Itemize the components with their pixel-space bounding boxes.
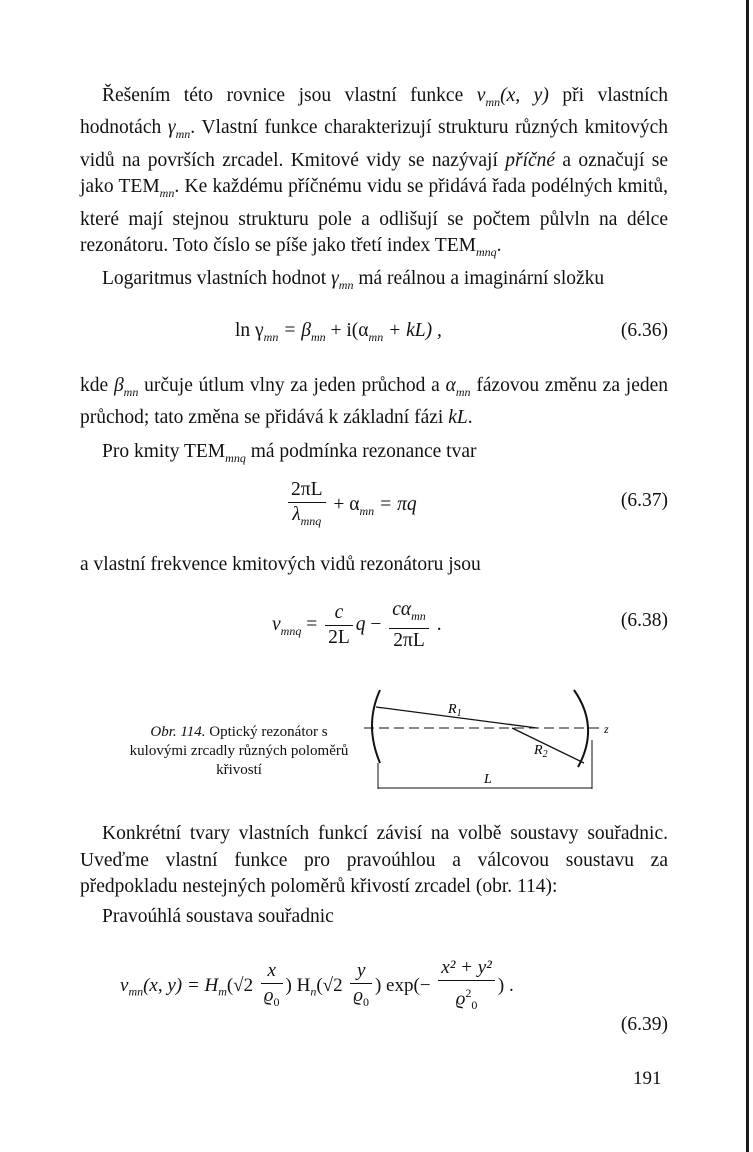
paragraph-7: Pravoúhlá soustava souřadnic: [102, 905, 334, 927]
label-r1: $R_1$: [448, 702, 462, 719]
equation-6-38: $\nu_{mnq}$ = $\frac{c}{2L}$ q − $\frac{c\alpha_{mn}}{2\pi L}$ . (6.38): [272, 599, 668, 651]
equation-6-37: $\frac{2\pi L}{\lambda_{mnq}}$ + $\alpha_{mn} = \pi q$ (6.37): [80, 478, 668, 534]
equation-number: (6.36): [620, 320, 668, 341]
fraction: $\frac{2\pi L}{\lambda_{mnq}}$: [288, 478, 326, 533]
label-r2: $R_2$: [534, 743, 548, 760]
fraction: $\frac{c\alpha_{mn}}{2\pi L}$: [389, 598, 429, 653]
page-edge: [746, 0, 749, 1152]
fraction: $\frac{c}{2L}$: [325, 601, 353, 650]
figure-caption: Obr. 114. Optický rezonátor s kulovými zrcadly různých poloměrů křivostí: [129, 724, 349, 778]
left-mirror: [372, 690, 380, 763]
paragraph-6: Konkrétní tvary vlastních funkcí závisí na volbě soustavy souřadnic. Uveďme vlastní funkce pro pravoúhlou a válcovou soustavu za předpokladu nestejných poloměrů křivostí zrcadel (obr. 114): Pravoúhlá soustava souřadnic: [80, 821, 668, 930]
paragraph-1: Řešením této rovnice jsou vlastní funkce $v_{mn}(x$, y) při vlastních hodnotách $\gamma_{mn}$. Vlastní funkce charakterizují strukturu různých kmitových vidů na površích zrcadel. Kmitové vidy se nazývají příčné a označují se jako $TEM_{mn}$. Ke každému příčnému vidu se přidává řada podélných kmitů, které mají stejnou strukturu pole a odlišují se počtem půlvln na délce rezonátoru. Toto číslo se píše jako třetí index $TEM_{mnq}$. Logaritmus vlastních hodnot $\gamma_{mn}$ má reálnou a imaginární složku: [80, 83, 668, 298]
equation-6-36: $\ln \gamma_{mn} = \beta_{mn} + i(\alpha_{mn} + kL)$ , (6.36): [235, 320, 668, 344]
paragraph-4: Pro kmity $TEM_{mnq}$ má podmínka rezonance tvar: [102, 440, 477, 465]
label-z: z: [604, 722, 609, 736]
page-number: 191: [633, 1068, 662, 1089]
fraction: $\frac{x}{ϱ_0}$: [261, 959, 283, 1014]
fraction: $\frac{y}{ϱ_0}$: [350, 959, 372, 1014]
label-l: L: [484, 772, 492, 787]
paragraph-3: kde $\beta_{mn}$ určuje útlum vlny za jeden průchod a $\alpha_{mn}$ fázovou změnu za jeden průchod; tato změna se přidává k základní fázi kL. Pro kmity $TEM_{mnq}$ má podmínka rezonance tvar: [80, 373, 668, 471]
equation-6-39: $v_{mn}(x$, $y) = H_m(√2$ $\frac{x}{ϱ_0}$ ) $H_n(√2$ $\frac{y}{ϱ_0}$ ) exp(− $\frac{\text{x² + y²}}{ϱ^2_0}$ ) . (6.39): [120, 957, 668, 1035]
equation-number: (6.39): [620, 1014, 668, 1035]
radius-r2-line: [512, 728, 584, 763]
equation-number: (6.38): [620, 610, 668, 631]
paragraph-2: Logaritmus vlastních hodnot $\gamma_{mn}$ má reálnou a imaginární složku: [102, 267, 605, 292]
resonator-diagram: [362, 685, 622, 795]
equation-number: (6.37): [620, 490, 668, 511]
paragraph-5: a vlastní frekvence kmitových vidů rezonátoru jsou: [80, 554, 481, 575]
fraction: $\frac{\text{x² + y²}}{ϱ^2_0}$: [438, 956, 495, 1017]
